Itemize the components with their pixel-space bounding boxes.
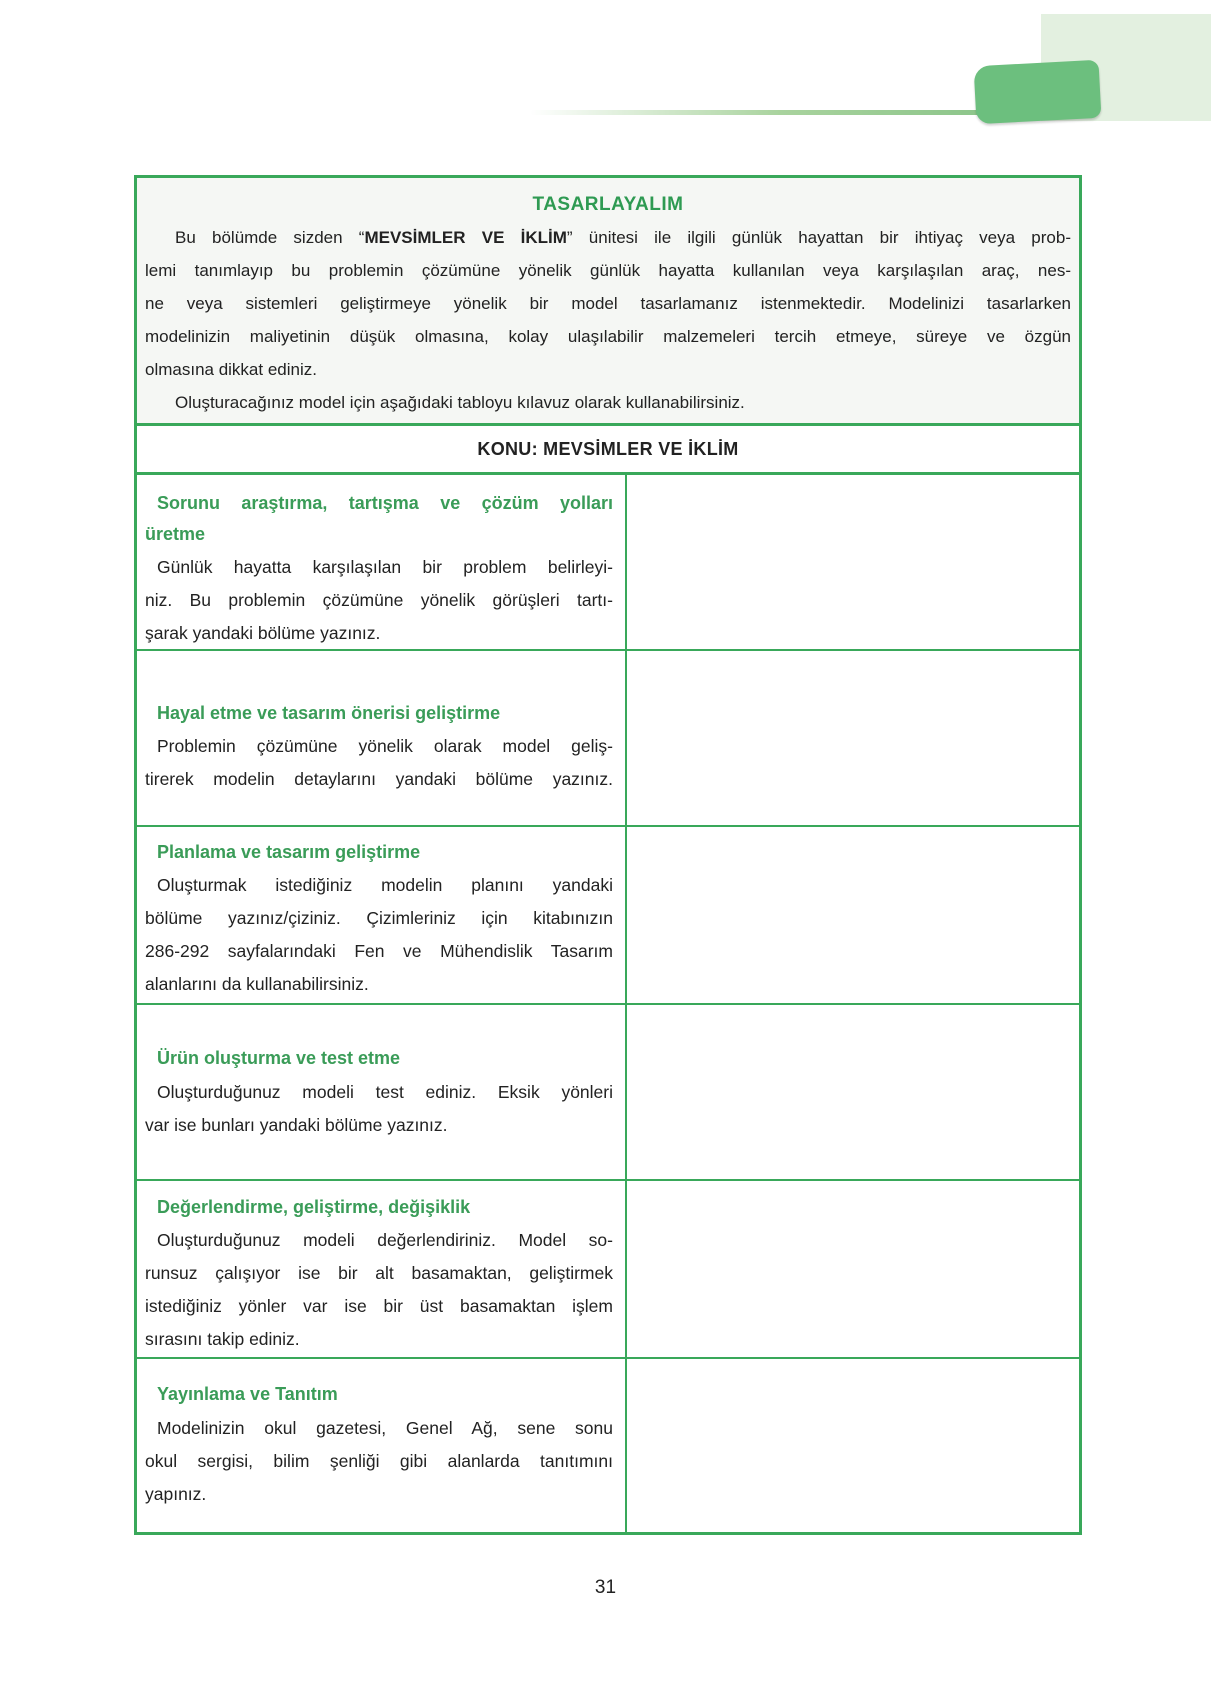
intro-line-5: olmasına dikkat ediniz.: [145, 360, 317, 379]
step-title: Sorunu araştırma, tartışma ve çözüm yolları: [157, 493, 613, 513]
intro-text: Bu bölümde sizden “: [175, 228, 365, 247]
step-title: Yayınlama ve Tanıtım: [157, 1384, 338, 1404]
intro-line-1: [175, 221, 1071, 254]
step-text-line: 286-292 sayfalarındaki Fen ve Mühendislik Tasarım: [145, 941, 613, 961]
step-text-line: Modelinizin okul gazetesi, Genel Ağ, sene sonu: [157, 1418, 613, 1438]
step-text-line: yapınız.: [145, 1484, 207, 1504]
step-title: Planlama ve tasarım geliştirme: [157, 842, 421, 862]
step-description-cell: [137, 1359, 625, 1532]
step-title: Hayal etme ve tasarım önerisi geliştirme: [157, 703, 501, 723]
answer-cell[interactable]: [627, 1181, 1079, 1357]
table-heading: KONU: MEVSİMLER VE İKLİM: [137, 426, 1079, 475]
step-text-line: alanlarını da kullanabilirsiniz.: [145, 974, 369, 994]
step-text-line: runsuz çalışıyor ise bir alt basamaktan, geliştirmek: [145, 1263, 613, 1283]
intro-text: ” ünitesi ile ilgili günlük hayattan bir ihtiyaç veya prob-: [566, 228, 1071, 247]
step-text-line: var ise bunları yandaki bölüme yazınız.: [145, 1115, 448, 1135]
table-row: [137, 475, 1079, 651]
table-row: [137, 827, 1079, 1005]
unit-name: MEVSİMLER VE İKLİM: [364, 228, 567, 247]
step-text-line: bölüme yazınız/çiziniz. Çizimleriniz için kitabınızın: [145, 908, 613, 928]
activity-frame: [134, 175, 1082, 1535]
step-text-line: Oluşturmak istediğiniz modelin planını yandaki: [157, 875, 613, 895]
step-title: Değerlendirme, geliştirme, değişiklik: [157, 1197, 471, 1217]
step-text-line: şarak yandaki bölüme yazınız.: [145, 623, 381, 643]
step-description-cell: [137, 651, 625, 825]
intro-line-6: Oluşturacağınız model için aşağıdaki tabloyu kılavuz olarak kullanabilirsiniz.: [175, 393, 745, 412]
chapter-tab-decoration: [974, 60, 1102, 124]
step-title-continued: üretme: [145, 524, 206, 544]
intro-line-3: ne veya sistemleri geliştirmeye yönelik bir model tasarlamanız istenmektedir. Modelinizi tasarlarken: [145, 294, 1071, 313]
answer-cell[interactable]: [627, 827, 1079, 1003]
header-rule: [530, 110, 985, 115]
answer-cell[interactable]: [627, 1005, 1079, 1179]
intro-line-4: modelinizin maliyetinin düşük olmasına, kolay ulaşılabilir malzemeleri tercih etmeye, süreye ve özgün: [145, 327, 1071, 346]
step-text-line: Oluşturduğunuz modeli değerlendiriniz. Model so-: [157, 1230, 613, 1250]
step-text-line: istediğiniz yönler var ise bir üst basamaktan işlem: [145, 1296, 613, 1316]
intro-section: [137, 178, 1079, 426]
table-row: [137, 651, 1079, 827]
step-text-line: tirerek modelin detaylarını yandaki bölüme yazınız.: [145, 769, 613, 789]
answer-cell[interactable]: [627, 651, 1079, 825]
table-row: [137, 1005, 1079, 1181]
step-text-line: Problemin çözümüne yönelik olarak model geliş-: [157, 736, 613, 756]
table-row: [137, 1181, 1079, 1359]
answer-cell[interactable]: [627, 475, 1079, 649]
step-title: Ürün oluşturma ve test etme: [157, 1048, 401, 1068]
page-number: 31: [594, 1577, 617, 1598]
step-description-cell: [137, 1005, 625, 1179]
answer-cell[interactable]: [627, 1359, 1079, 1532]
step-text-line: Oluşturduğunuz modeli test ediniz. Eksik yönleri: [157, 1082, 613, 1102]
table-row: [137, 1359, 1079, 1532]
step-description-cell: [137, 1181, 625, 1357]
step-text-line: okul sergisi, bilim şenliği gibi alanlarda tanıtımını: [145, 1451, 613, 1471]
intro-line-2: lemi tanımlayıp bu problemin çözümüne yönelik günlük hayatta kullanılan veya karşılaşılan araç, nes-: [145, 261, 1071, 280]
step-text-line: sırasını takip ediniz.: [145, 1329, 300, 1349]
step-text-line: Günlük hayatta karşılaşılan bir problem belirleyi-: [157, 557, 613, 577]
step-description-cell: [137, 827, 625, 1003]
section-title: TASARLAYALIM: [532, 194, 684, 215]
step-description-cell: [137, 475, 625, 649]
step-text-line: niz. Bu problemin çözümüne yönelik görüşleri tartı-: [145, 590, 613, 610]
